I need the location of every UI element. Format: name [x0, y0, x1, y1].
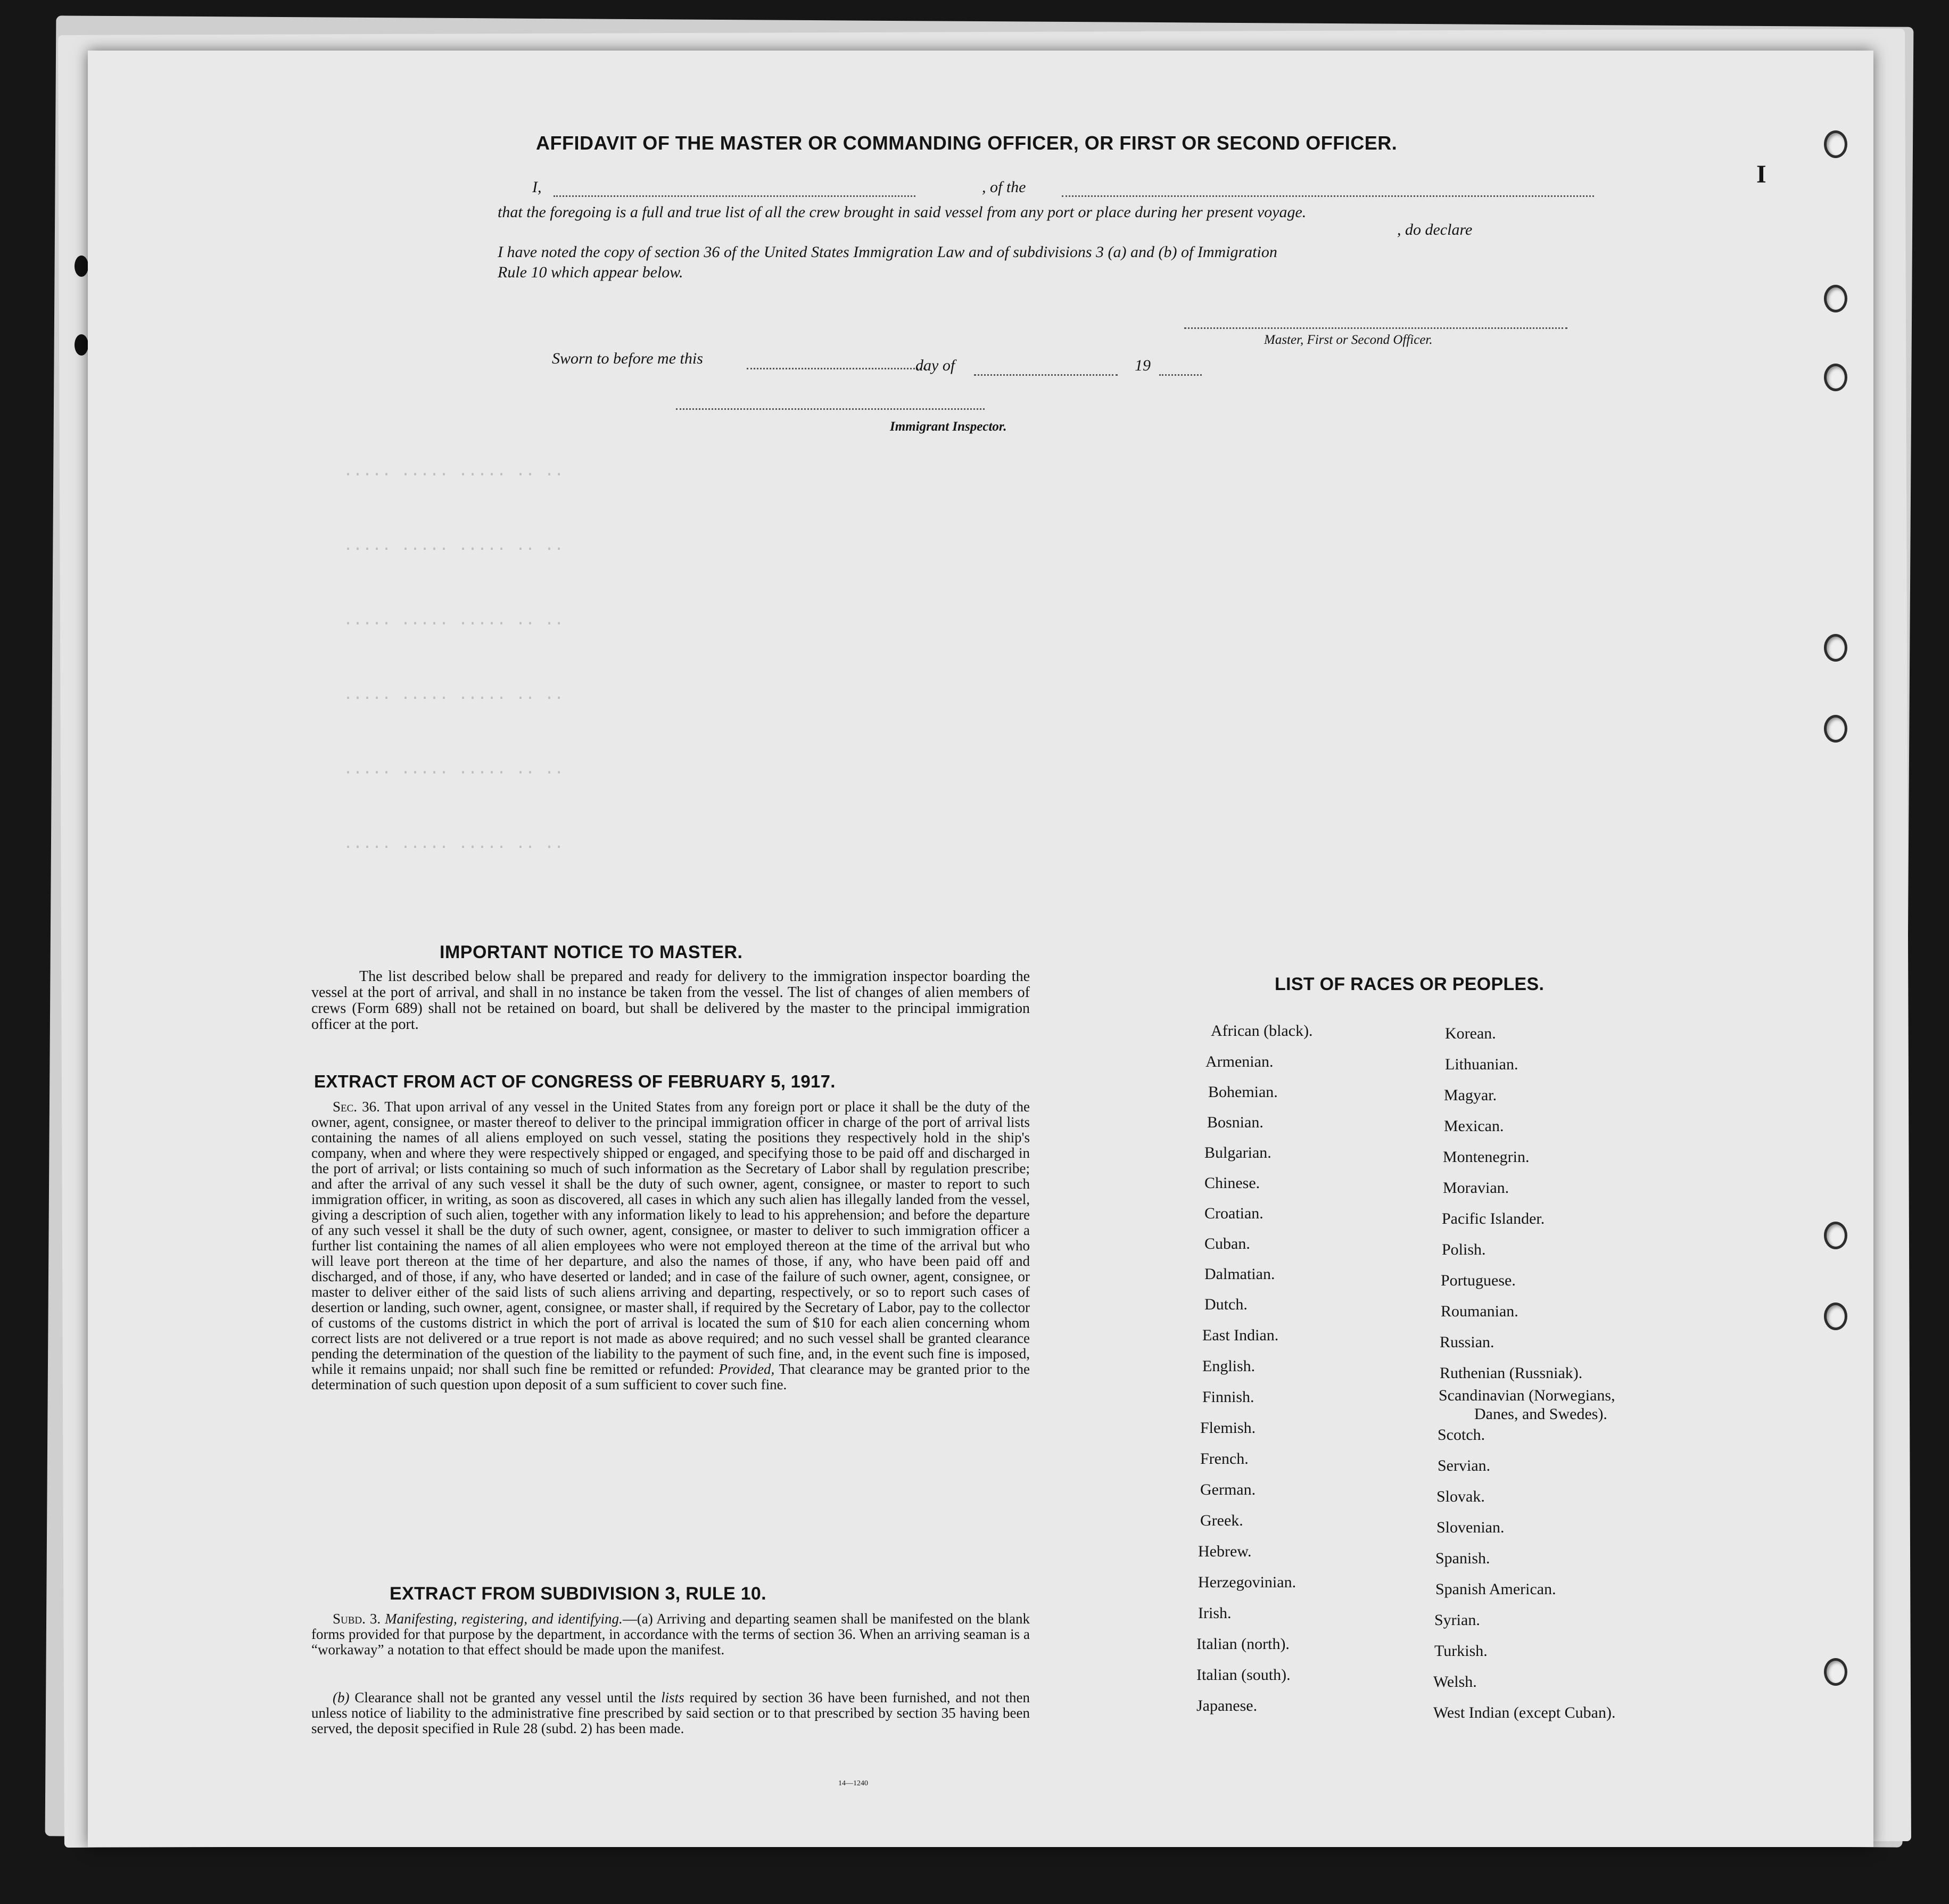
affidavit-of-the: , of the — [982, 178, 1026, 196]
notice-body: The list described below shall be prepared and ready for delivery to the immigration inspector boarding the vessel at the port of arrival, and shall in no instance be taken from the vessel. The list of changes of alien members of crews (Form 689) shall not be retained on board, but shall be delivered by the master to the principal immigration officer at the port. — [311, 968, 1030, 1033]
master-label: Master, First or Second Officer. — [1264, 333, 1433, 347]
subd-heading: Manifesting, registering, and identifying. — [385, 1611, 623, 1627]
binding-hole — [1824, 1222, 1847, 1249]
inspector-signature-line[interactable] — [676, 408, 985, 410]
race-item: Portuguese. — [1441, 1272, 1516, 1289]
extract-act-body — [311, 1099, 1030, 1392]
race-item: Hebrew. — [1198, 1543, 1252, 1560]
race-item: Polish. — [1442, 1241, 1486, 1258]
race-item: Scotch. — [1438, 1426, 1485, 1444]
race-item: Chinese. — [1204, 1174, 1260, 1192]
race-item: Dalmatian. — [1204, 1265, 1275, 1283]
affidavit-line-2: that the foregoing is a full and true list of all the crew brought in said vessel from any port or place during her present voyage. — [498, 203, 1307, 221]
race-item: Croatian. — [1204, 1205, 1263, 1222]
affidavit-line-3: I have noted the copy of section 36 of the United States Immigration Law and of subdivisions 3 (a) and (b) of Immigration — [498, 243, 1277, 261]
extract-rule-title: EXTRACT FROM SUBDIVISION 3, RULE 10. — [390, 1584, 766, 1604]
binding-hole — [75, 334, 88, 356]
race-item: Scandinavian (Norwegians, — [1439, 1387, 1615, 1404]
race-item: Herzegovinian. — [1198, 1573, 1296, 1591]
race-item: Syrian. — [1434, 1611, 1480, 1629]
bleed-through-text: ····· ····· ····· ·· ·· — [343, 615, 564, 633]
year-prefix: 19 — [1135, 357, 1151, 374]
affidavit-line-4: Rule 10 which appear below. — [498, 263, 683, 281]
race-item: Slovenian. — [1436, 1519, 1505, 1536]
bleed-through-text: ····· ····· ····· ·· ·· — [343, 764, 564, 782]
bleed-through-text: ····· ····· ····· ·· ·· — [343, 466, 564, 484]
race-item: West Indian (except Cuban). — [1433, 1704, 1616, 1721]
race-item: Korean. — [1445, 1025, 1496, 1042]
para-b-lists: lists — [661, 1689, 684, 1705]
rule-para-a — [311, 1611, 1030, 1658]
binding-hole — [1824, 715, 1847, 743]
race-item: Slovak. — [1436, 1488, 1485, 1505]
race-item: Spanish. — [1435, 1549, 1490, 1567]
race-item: Italian (south). — [1196, 1666, 1291, 1684]
affidavit-declare: , do declare — [1397, 221, 1473, 238]
bleed-through-text: ····· ····· ····· ·· ·· — [343, 540, 564, 558]
race-item: Flemish. — [1200, 1419, 1256, 1437]
binding-hole — [1824, 130, 1847, 158]
race-item: African (black). — [1211, 1022, 1313, 1040]
race-item: German. — [1200, 1481, 1256, 1498]
binding-hole — [1824, 364, 1847, 391]
race-item: Pacific Islander. — [1442, 1210, 1545, 1227]
race-item: Montenegrin. — [1443, 1148, 1530, 1166]
subd-label: Subd. 3. — [333, 1611, 381, 1627]
manifest-page — [88, 51, 1873, 1847]
race-item: Cuban. — [1204, 1235, 1250, 1252]
provided-text: Provided, — [719, 1361, 775, 1377]
para-b-text-2: required by section 36 have been furnished, and not then unless notice of liability to the administrative fine prescribed by said section or to that prescribed by section 35 having been served, the deposit specified in Rule 28 (subd. 2) has been made. — [311, 1689, 1030, 1736]
race-item: Magyar. — [1444, 1086, 1497, 1104]
para-b-label: (b) — [333, 1689, 350, 1705]
vessel-blank[interactable] — [1062, 195, 1594, 197]
race-item: Ruthenian (Russniak). — [1440, 1364, 1583, 1382]
affidavit-title: AFFIDAVIT OF THE MASTER OR COMMANDING OFFICER, OR FIRST OR SECOND OFFICER. — [536, 132, 1398, 154]
form-number: 14—1240 — [838, 1779, 868, 1787]
month-blank[interactable] — [974, 374, 1118, 376]
inspector-label: Immigrant Inspector. — [890, 419, 1007, 434]
day-blank[interactable] — [747, 368, 925, 369]
rule-para-b — [311, 1690, 1030, 1736]
race-item: Finnish. — [1202, 1388, 1254, 1406]
page-mark: I — [1756, 160, 1766, 188]
para-b-text-1: Clearance shall not be granted any vessel until the — [354, 1689, 656, 1705]
binding-hole — [1824, 634, 1847, 662]
race-item: Bohemian. — [1208, 1083, 1278, 1101]
race-item: Dutch. — [1204, 1296, 1248, 1313]
race-item: Greek. — [1200, 1512, 1243, 1529]
master-signature-line[interactable] — [1184, 327, 1567, 329]
race-item: Turkish. — [1434, 1642, 1488, 1660]
race-item: Lithuanian. — [1445, 1056, 1518, 1073]
notice-title: IMPORTANT NOTICE TO MASTER. — [440, 942, 743, 962]
affidavit-i: I, — [532, 178, 542, 196]
race-item: Servian. — [1438, 1457, 1491, 1474]
race-item: Bulgarian. — [1204, 1144, 1271, 1161]
race-item: Welsh. — [1433, 1673, 1477, 1691]
race-item: Armenian. — [1205, 1053, 1274, 1070]
race-item: East Indian. — [1202, 1326, 1279, 1344]
bleed-through-text: ····· ····· ····· ·· ·· — [343, 689, 564, 707]
race-item: Moravian. — [1443, 1179, 1509, 1197]
section-text-end: That clearance may be granted prior to the determination of such question upon deposit of a sum sufficient to cover such fine. — [311, 1361, 1030, 1392]
binding-hole — [75, 255, 88, 277]
race-item: Roumanian. — [1441, 1303, 1518, 1320]
subd-para-a: —(a) Arriving and departing seamen shall be manifested on the blank forms provided for that purpose by the department, in accordance with the terms of section 36. When an arriving seaman is a “workaway” a notation to that effect should be made upon the manifest. — [311, 1611, 1030, 1658]
day-of: day of — [915, 357, 955, 374]
year-blank[interactable] — [1159, 374, 1202, 376]
race-item: Mexican. — [1444, 1117, 1504, 1135]
race-item: Japanese. — [1196, 1697, 1258, 1715]
name-blank[interactable] — [554, 195, 915, 197]
race-item: Italian (north). — [1196, 1635, 1290, 1653]
race-item: French. — [1200, 1450, 1249, 1468]
race-item: Russian. — [1440, 1333, 1494, 1351]
section-label: Sec. 36. — [333, 1099, 380, 1115]
race-item-continuation: Danes, and Swedes). — [1474, 1405, 1607, 1423]
race-item: Spanish American. — [1435, 1580, 1556, 1598]
race-item: English. — [1202, 1357, 1256, 1375]
race-item: Irish. — [1198, 1604, 1232, 1622]
binding-hole — [1824, 1658, 1847, 1686]
binding-hole — [1824, 285, 1847, 312]
sworn-text: Sworn to before me this — [552, 350, 703, 367]
races-title: LIST OF RACES OR PEOPLES. — [1275, 974, 1545, 994]
bleed-through-text: ····· ····· ····· ·· ·· — [343, 838, 564, 856]
binding-hole — [1824, 1303, 1847, 1330]
section-text: That upon arrival of any vessel in the United States from any foreign port or place it shall be the duty of the owner, agent, consignee, or master thereof to deliver to the principal immigration officer in charge of the port of arrival lists containing the names of all aliens employed on such vessel, stating the positions they respectively hold in the ship's company, when and where they were respectively shipped or engaged, and specifying those to be paid off and discharged in the port of arrival; or lists containing so much of such information as the Secretary of Labor shall by regulation prescribe; and after the arrival of any such vessel it shall be the duty of such owner, agent, consignee, or master to report to such immigration officer, in writing, as soon as discovered, all cases in which any such alien has illegally landed from the vessel, giving a description of such alien, together with any information likely to lead to his apprehension; and before the departure of any such vessel it shall be the duty of such owner, agent, consignee, or master to deliver to such immigration officer a further list containing the names of all alien employees who were not employed thereon at the time of the arrival but who will leave port thereon at the time of her departure, and also the names of those, if any, who have been paid off and discharged, and of those, if any, who have deserted or landed; and in case of the failure of such owner, agent, consignee, or master to deliver either of the said lists of such aliens arriving and departing, respectively, or so to report such cases of desertion or landing, such owner, agent, consignee, or master shall, if required by the Secretary of Labor, pay to the collector of customs of the customs district in which the port of arrival is located the sum of $10 for each alien concerning whom correct lists are not delivered or a true report is not made as above required; and no such vessel shall be granted clearance pending the determination of the question of the liability to the payment of such fine, and, in the event such fine is imposed, while it remains unpaid; nor shall such fine be remitted or refunded: — [311, 1099, 1030, 1377]
race-item: Bosnian. — [1207, 1114, 1263, 1131]
extract-act-title: EXTRACT FROM ACT OF CONGRESS OF FEBRUARY 5, 1917. — [314, 1071, 836, 1091]
